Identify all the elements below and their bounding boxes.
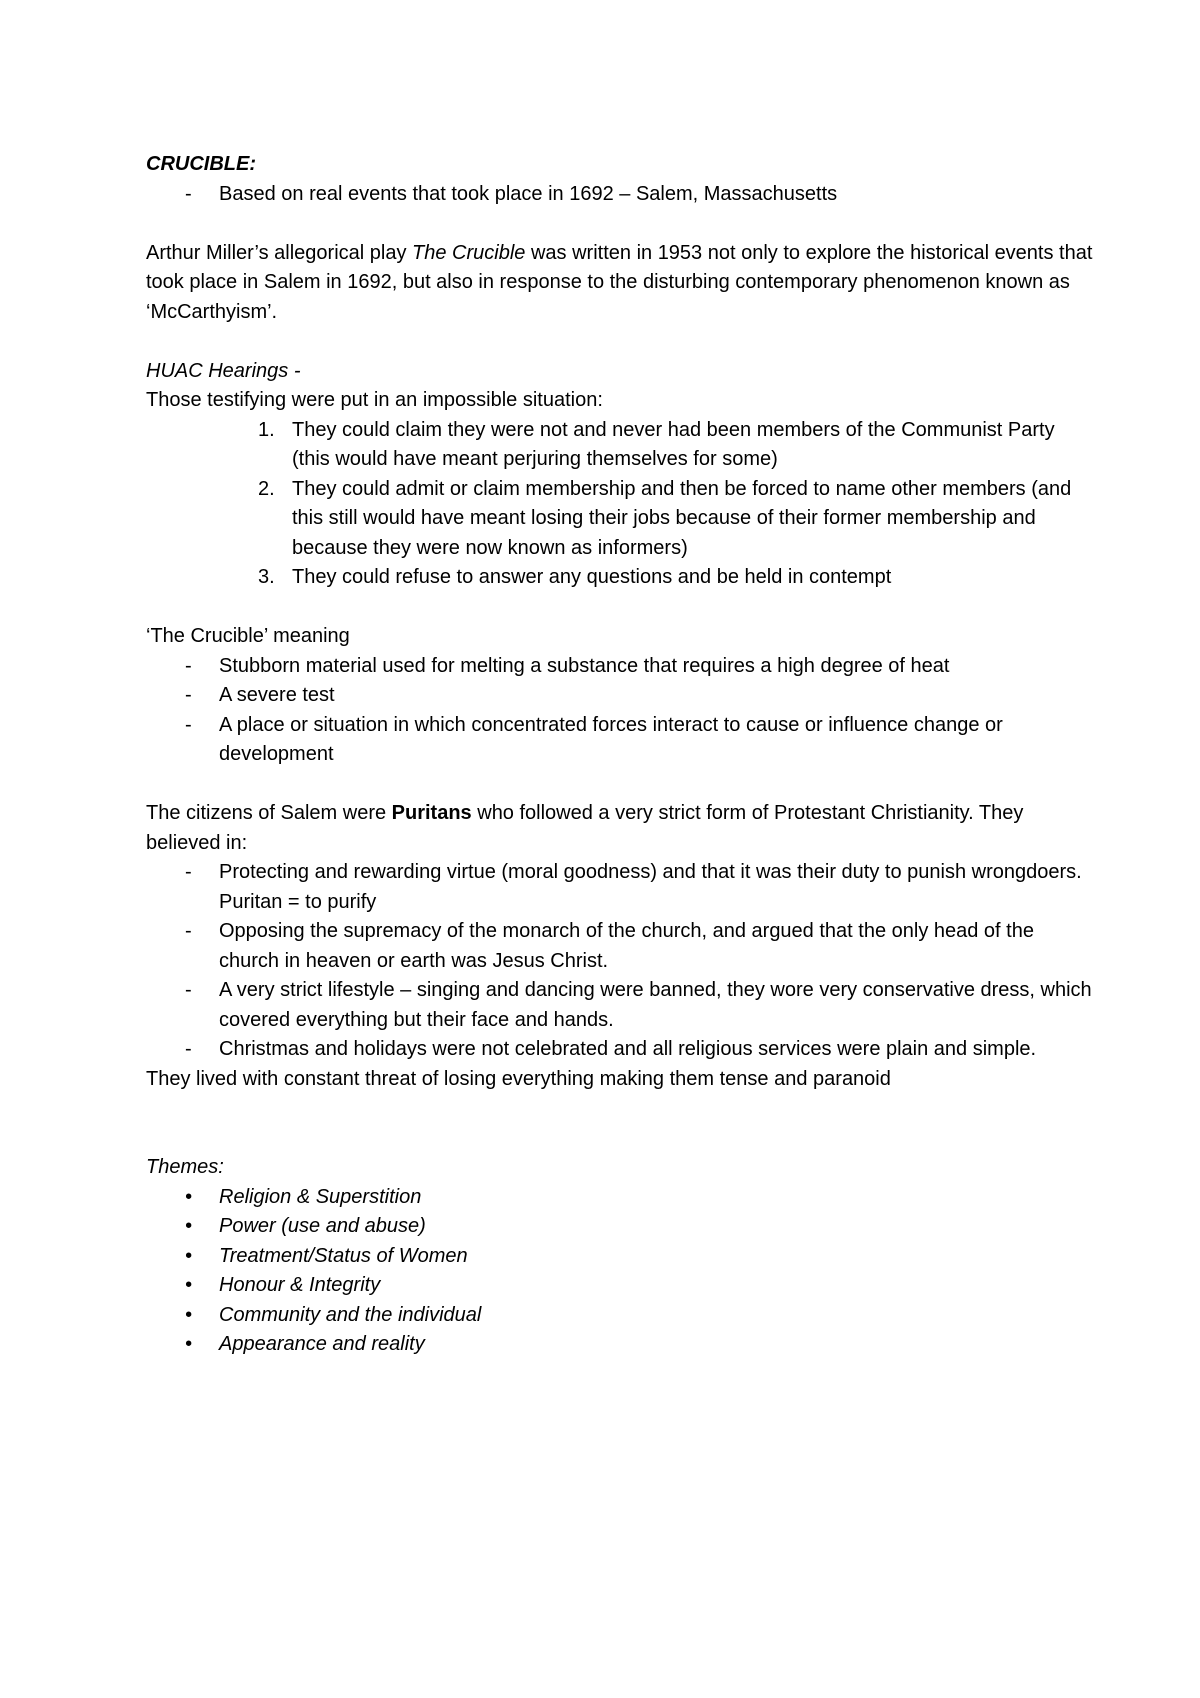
puritan-beliefs-list <box>146 858 1096 1065</box>
belief-item: - Protecting and rewarding virtue (moral goodness) and that it was their duty to punish wrongdoers. Puritan = to purify <box>146 858 1096 917</box>
themes-list <box>146 1183 1096 1360</box>
intro-list <box>146 180 1096 210</box>
puritans-paragraph <box>146 799 1096 858</box>
huac-options-list <box>146 416 1096 593</box>
huac-option-text: They could claim they were not and never had been members of the Communist Party (this would have meant perjuring themselves for some) <box>292 418 1055 470</box>
meaning-list <box>146 652 1096 770</box>
huac-option <box>146 563 1096 593</box>
huac-option-text: They could refuse to answer any questions and be held in contempt <box>292 566 892 588</box>
huac-option <box>146 475 1096 564</box>
theme-item: • Treatment/Status of Women <box>146 1242 1096 1272</box>
huac-option-text: They could admit or claim membership and then be forced to name other members (and this still would have meant losing their jobs because of their former membership and because they were now known as informers) <box>292 477 1072 559</box>
list-number: 1. <box>258 418 275 441</box>
themes-heading: Themes: <box>146 1156 224 1178</box>
spacer <box>146 593 1096 623</box>
puritans-closing: They lived with constant threat of losing everything making them tense and paranoid <box>146 1067 891 1090</box>
play-title: The Crucible <box>412 241 526 264</box>
meaning-item: - Stubborn material used for melting a substance that requires a high degree of heat <box>146 652 1096 682</box>
belief-item: - Christmas and holidays were not celebrated and all religious services were plain and simple. <box>146 1035 1096 1065</box>
meaning-heading: ‘The Crucible’ meaning <box>146 625 350 647</box>
theme-item: • Power (use and abuse) <box>146 1212 1096 1242</box>
puritans-term: Puritans <box>391 802 472 824</box>
meaning-item: - A severe test <box>146 681 1096 711</box>
document-title: CRUCIBLE: <box>146 153 256 175</box>
huac-lead: Those testifying were put in an impossible situation: <box>146 389 603 411</box>
list-number: 2. <box>258 477 275 500</box>
spacer <box>146 770 1096 800</box>
theme-item: • Religion & Superstition <box>146 1183 1096 1213</box>
huac-heading: HUAC Hearings - <box>146 359 301 382</box>
intro-bullet: - Based on real events that took place in 1692 – Salem, Massachusetts <box>146 180 1096 210</box>
belief-item: - A very strict lifestyle – singing and dancing were banned, they wore very conservative dress, which covered everything but their face and hands. <box>146 976 1096 1035</box>
intro-paragraph <box>146 239 1096 328</box>
theme-item: • Community and the individual <box>146 1301 1096 1331</box>
puritans-text: The citizens of Salem were <box>146 802 392 824</box>
spacer <box>146 1094 1096 1153</box>
meaning-item: - A place or situation in which concentrated forces interact to cause or influence change or development <box>146 711 1096 770</box>
list-number: 3. <box>258 566 275 588</box>
puritans-text: who followed a very strict form of Protestant Christianity. They believed in: <box>146 802 1024 854</box>
theme-item: • Honour & Integrity <box>146 1271 1096 1301</box>
belief-item: - Opposing the supremacy of the monarch of the church, and argued that the only head of the church in heaven or earth was Jesus Christ. <box>146 917 1096 976</box>
spacer <box>146 209 1096 239</box>
spacer <box>146 327 1096 357</box>
huac-option <box>146 416 1096 475</box>
intro-paragraph-text: was written in 1953 not only to explore the historical events that took place in Salem in 1692, but also in response to the disturbing contemporary phenomenon known as ‘McCarthyism’. <box>146 241 1093 323</box>
theme-item: • Appearance and reality <box>146 1330 1096 1360</box>
document-body <box>146 150 1096 1360</box>
intro-paragraph-text: Arthur Miller’s allegorical play <box>146 241 413 264</box>
